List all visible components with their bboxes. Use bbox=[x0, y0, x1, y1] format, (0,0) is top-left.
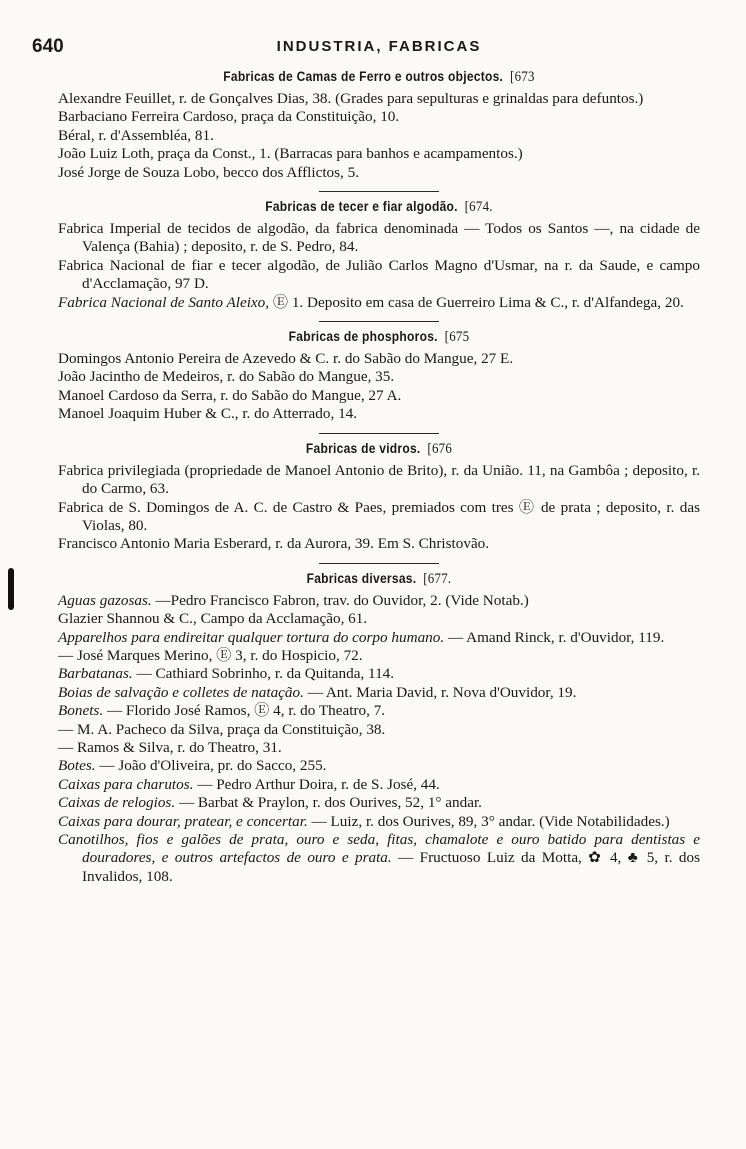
directory-entry bbox=[58, 721, 700, 739]
page-header bbox=[32, 36, 700, 62]
directory-entry bbox=[58, 350, 700, 368]
section-divider bbox=[319, 433, 439, 434]
sections-container bbox=[58, 68, 700, 886]
entry-label: Fabrica Nacional de Santo Aleixo, bbox=[58, 293, 270, 311]
directory-entry bbox=[58, 405, 700, 423]
directory-entry bbox=[58, 164, 700, 182]
directory-entry bbox=[58, 757, 700, 775]
entry-label: Barbatanas. bbox=[58, 665, 133, 683]
section bbox=[58, 198, 700, 312]
directory-entry bbox=[58, 647, 700, 665]
section-title bbox=[103, 328, 655, 346]
entry-text: João Jacintho de Medeiros, r. do Sabão do Mangue, 35. bbox=[58, 368, 395, 386]
entry-text: — Luiz, r. dos Ourives, 89, 3° andar. (Vide Notabilidades.) bbox=[311, 812, 670, 830]
section bbox=[58, 570, 700, 887]
entry-text: — Florido José Ramos, Ⓔ 4, r. do Theatro, 7. bbox=[106, 702, 386, 720]
section-number: [673 bbox=[510, 69, 535, 85]
directory-entry bbox=[58, 257, 700, 294]
section-title-text: Fabricas de tecer e fiar algodão. bbox=[265, 198, 458, 215]
section-title bbox=[103, 570, 655, 588]
entry-label: Aguas gazosas. bbox=[58, 591, 152, 609]
entry-label: Botes. bbox=[58, 757, 96, 775]
page-number: 640 bbox=[32, 36, 64, 57]
directory-entry bbox=[58, 145, 700, 163]
entry-text: João Luiz Loth, praça da Const., 1. (Barracas para banhos e acampamentos.) bbox=[58, 145, 523, 163]
entry-text: Alexandre Feuillet, r. de Gonçalves Dias, 38. (Grades para sepulturas e grinaldas para defuntos.) bbox=[58, 90, 644, 107]
section-divider bbox=[319, 563, 439, 564]
entry-label: Canotilhos, fios e galões de prata, ouro e seda, fitas, chamalote e ouro batido para dentistas e douradores, e outros artefactos de ouro e prata. bbox=[58, 831, 700, 867]
section-title-text: Fabricas diversas. bbox=[306, 569, 417, 586]
entry-text: — M. A. Pacheco da Silva, praça da Constituição, 38. bbox=[58, 720, 386, 738]
directory-entry bbox=[58, 665, 700, 683]
directory-entry bbox=[58, 776, 700, 794]
entry-text: Manoel Joaquim Huber & C., r. do Atterrado, 14. bbox=[58, 405, 358, 423]
directory-entry bbox=[58, 739, 700, 757]
entry-text: Domingos Antonio Pereira de Azevedo & C. r. do Sabão do Mangue, 27 E. bbox=[58, 350, 514, 368]
section-number: [677. bbox=[423, 570, 452, 587]
directory-entry bbox=[58, 831, 700, 886]
directory-entry bbox=[58, 462, 700, 499]
directory-entry bbox=[58, 610, 700, 628]
directory-entry bbox=[58, 684, 700, 702]
entry-text: Manoel Cardoso da Serra, r. do Sabão do Mangue, 27 A. bbox=[58, 386, 402, 404]
directory-entry bbox=[58, 108, 700, 126]
section bbox=[58, 440, 700, 554]
section-number: [675 bbox=[444, 329, 470, 346]
section-title-text: Fabricas de vidros. bbox=[305, 439, 421, 456]
section-divider bbox=[319, 191, 439, 192]
entry-text: — Ant. Maria David, r. Nova d'Ouvidor, 19. bbox=[307, 683, 577, 701]
running-title: INDUSTRIA, FABRICAS bbox=[276, 38, 482, 55]
directory-entry bbox=[58, 127, 700, 145]
entry-text: Fabrica privilegiada (propriedade de Manoel Antonio de Brito), r. da União. 11, na Gambôa ; deposito, r. do Carmo, 63. bbox=[58, 461, 700, 498]
entry-label: Bonets. bbox=[58, 702, 104, 720]
section bbox=[58, 328, 700, 424]
directory-entry bbox=[58, 629, 700, 647]
entry-text: — Fructuoso Luiz da Motta, ✿ 4, ♣ 5, r. dos Invalidos, 108. bbox=[82, 849, 701, 885]
entry-text: — João d'Oliveira, pr. do Sacco, 255. bbox=[99, 757, 327, 775]
section-divider bbox=[319, 321, 439, 322]
section-number: [674. bbox=[464, 199, 493, 216]
entry-text: Glazier Shannou & C., Campo da Acclamação, 61. bbox=[58, 610, 368, 628]
entry-text: Fabrica de S. Domingos de A. C. de Castro & Paes, premiados com tres Ⓔ de prata ; deposito, r. das Violas, 80. bbox=[58, 498, 700, 534]
section-title bbox=[103, 68, 655, 86]
directory-entry bbox=[58, 90, 700, 108]
entry-label: Apparelhos para endireitar qualquer tortura do corpo humano. bbox=[58, 628, 445, 646]
directory-entry bbox=[58, 294, 700, 312]
entry-text: — José Marques Merino, Ⓔ 3, r. do Hospicio, 72. bbox=[58, 646, 363, 664]
directory-entry bbox=[58, 794, 700, 812]
entry-text: — Cathiard Sobrinho, r. da Quitanda, 114. bbox=[136, 665, 395, 683]
section-number: [676 bbox=[427, 440, 453, 457]
directory-entry bbox=[58, 813, 700, 831]
entry-label: Boias de salvação e colletes de natação. bbox=[58, 683, 304, 701]
entry-text: José Jorge de Souza Lobo, becco dos Afflictos, 5. bbox=[58, 163, 360, 181]
page bbox=[32, 36, 701, 888]
entry-text: Francisco Antonio Maria Esberard, r. da Aurora, 39. Em S. Christovão. bbox=[58, 535, 490, 553]
section-title bbox=[103, 198, 655, 216]
directory-entry bbox=[58, 220, 700, 257]
entry-text: —Pedro Francisco Fabron, trav. do Ouvidor, 2. (Vide Notab.) bbox=[155, 591, 529, 609]
directory-entry bbox=[58, 702, 700, 720]
entry-text: — Ramos & Silva, r. do Theatro, 31. bbox=[58, 738, 282, 756]
entry-text: — Barbat & Praylon, r. dos Ourives, 52, 1° andar. bbox=[178, 794, 482, 812]
entry-text: Barbaciano Ferreira Cardoso, praça da Constituição, 10. bbox=[58, 108, 400, 126]
section-title bbox=[103, 440, 655, 458]
entry-label: Caixas de relogios. bbox=[58, 794, 176, 812]
directory-entry bbox=[58, 368, 700, 386]
entry-text: Fabrica Nacional de fiar e tecer algodão, de Julião Carlos Magno d'Usmar, na r. da Saude, e campo d'Acclamação, 97 D. bbox=[58, 256, 700, 293]
entry-text: — Amand Rinck, r. d'Ouvidor, 119. bbox=[447, 628, 665, 646]
section bbox=[58, 68, 700, 182]
directory-entry bbox=[58, 592, 700, 610]
directory-entry bbox=[58, 499, 700, 536]
entry-label: Caixas para dourar, pratear, e concertar. bbox=[58, 812, 308, 830]
entry-text: — Pedro Arthur Doira, r. de S. José, 44. bbox=[197, 775, 440, 793]
margin-ink-mark bbox=[8, 568, 14, 610]
entry-label: Caixas para charutos. bbox=[58, 775, 194, 793]
entry-text: Ⓔ 1. Deposito em casa de Guerreiro Lima & C., r. d'Alfandega, 20. bbox=[272, 293, 684, 311]
directory-entry bbox=[58, 387, 700, 405]
entry-text: Fabrica Imperial de tecidos de algodão, da fabrica denominada — Todos os Santos —, na cidade de Valença (Bahia) ; deposito, r. de S. Pedro, 84. bbox=[58, 220, 700, 256]
section-title-text: Fabricas de phosphoros. bbox=[288, 328, 438, 345]
directory-entry bbox=[58, 535, 700, 553]
section-title-text: Fabricas de Camas de Ferro e outros objectos. bbox=[223, 68, 504, 84]
entry-text: Béral, r. d'Assembléa, 81. bbox=[58, 126, 214, 144]
